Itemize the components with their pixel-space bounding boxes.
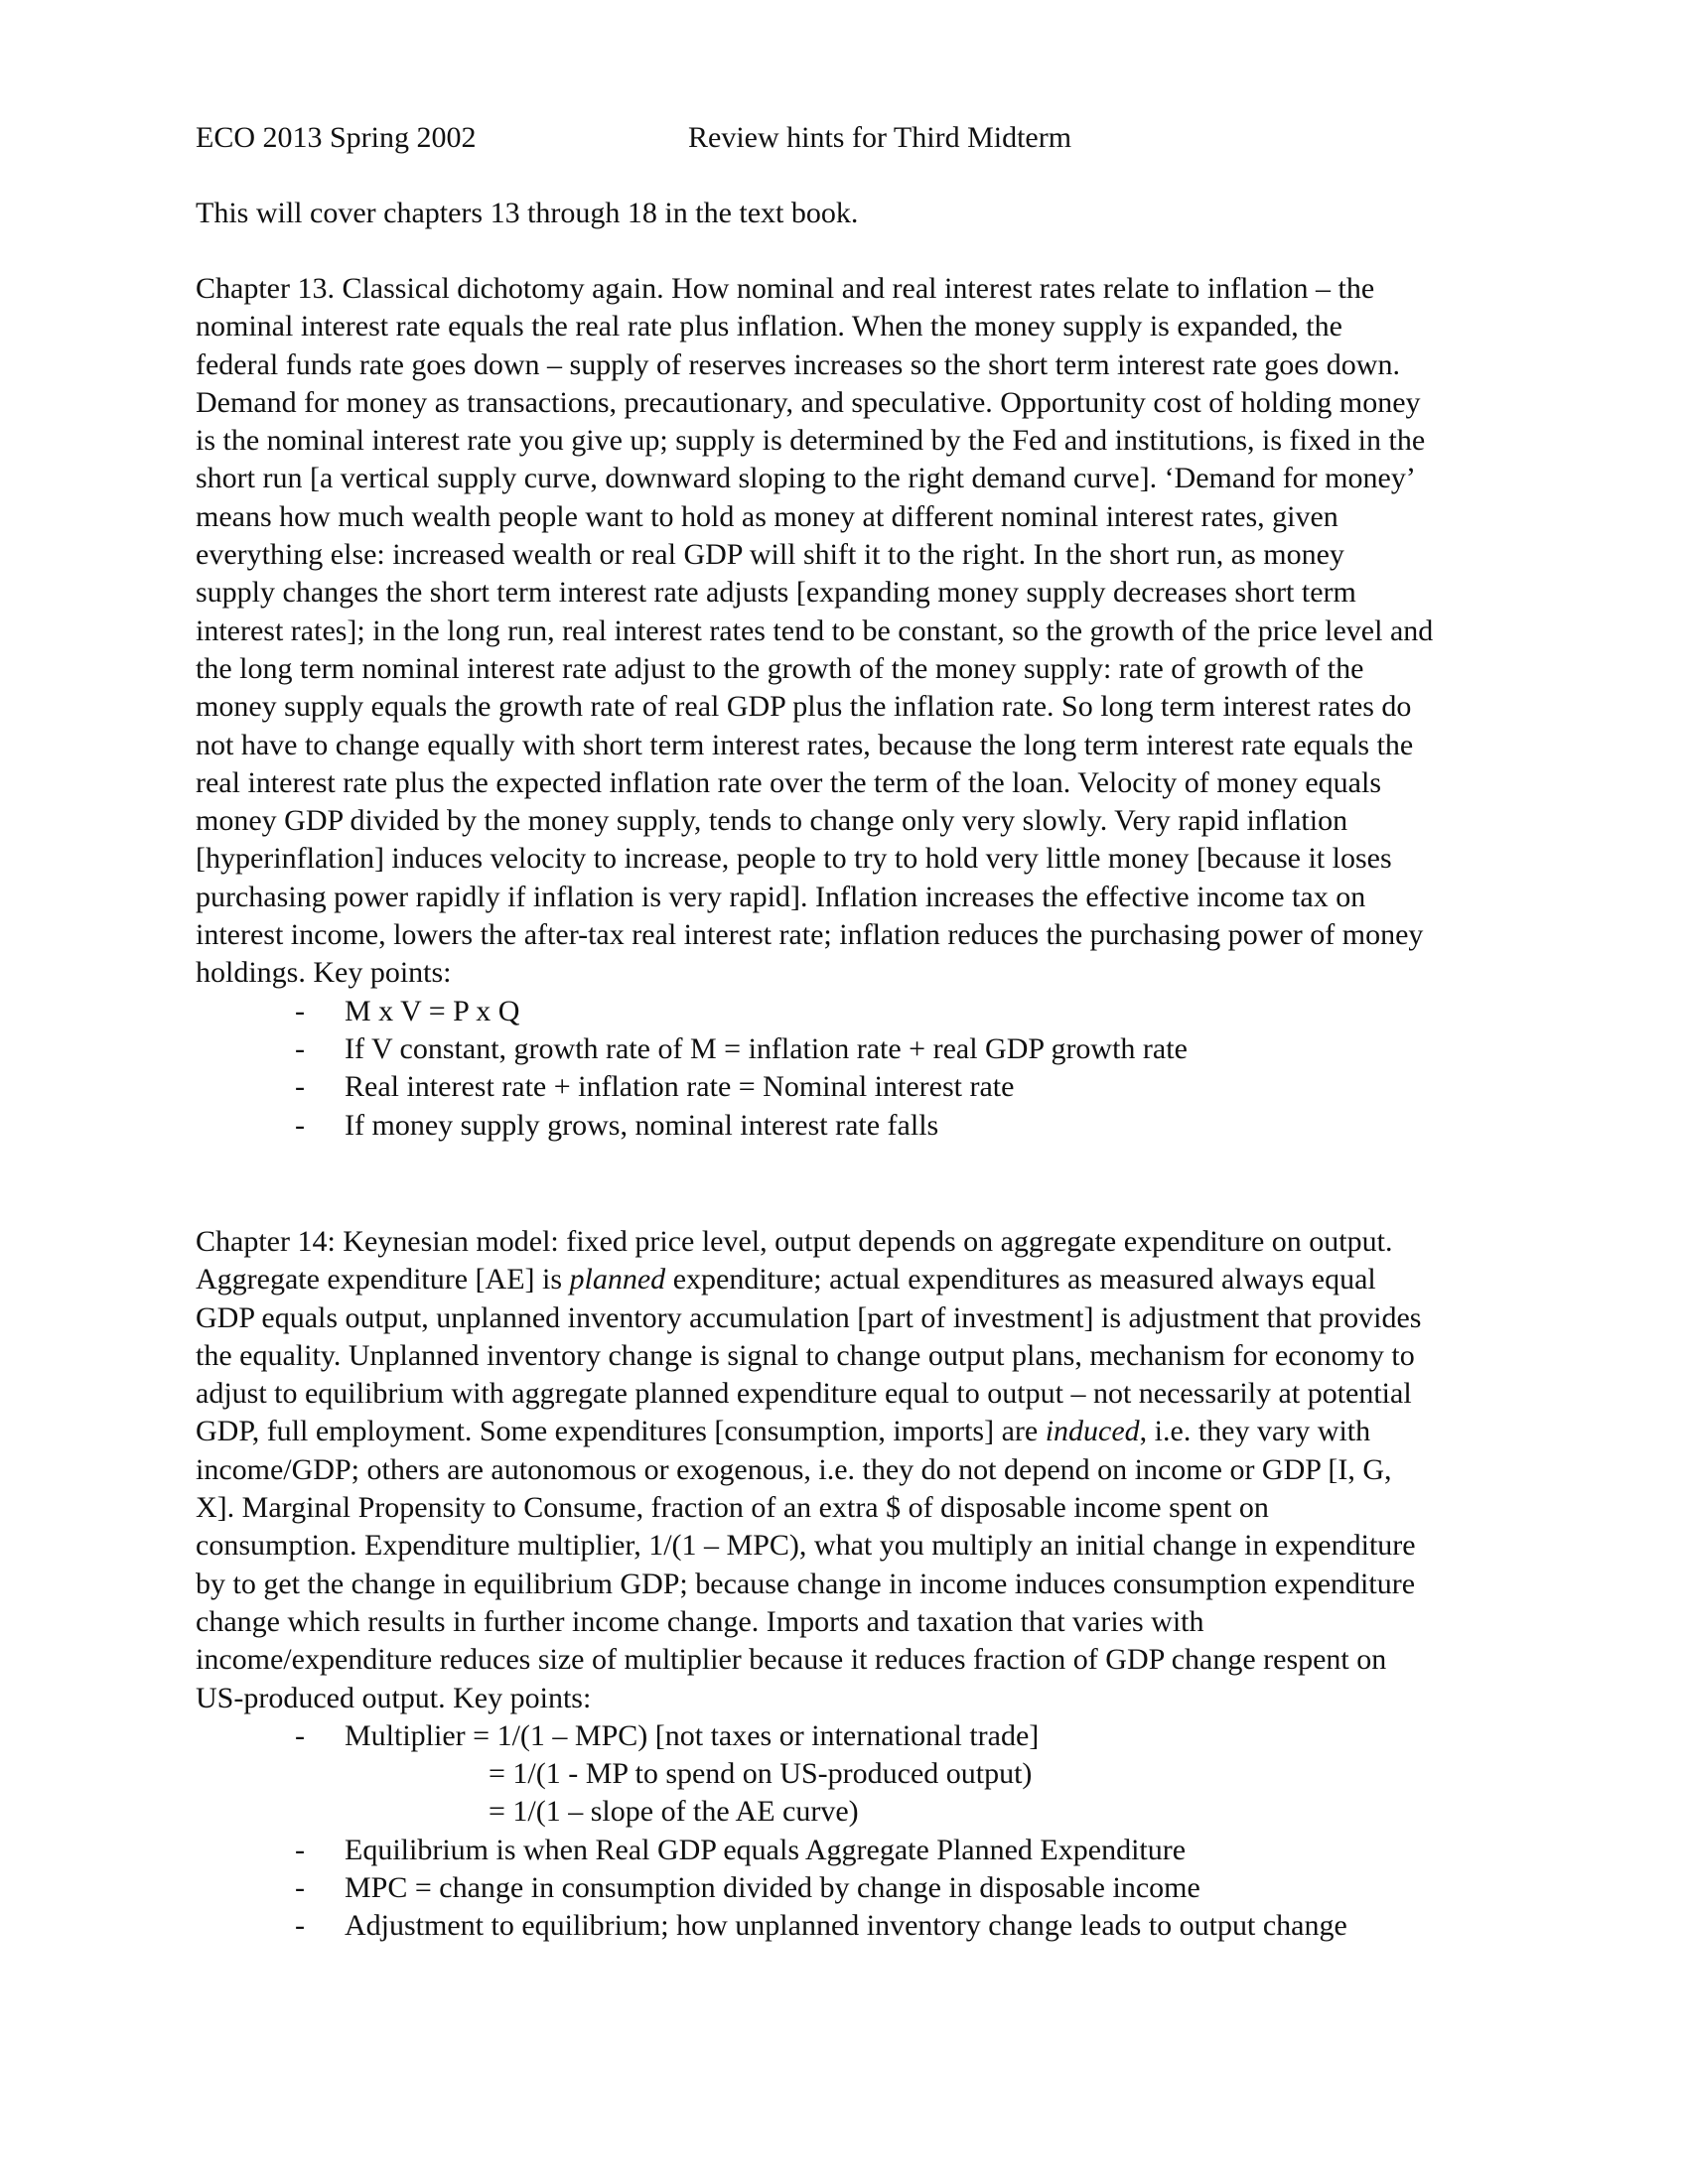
bullet-dash: - [295,994,305,1027]
paragraph-line: not have to change equally with short term interest rates, because the long term interest rate equals the [196,728,1414,761]
key-point-item [196,1907,1566,1945]
key-point-text: Equilibrium is when Real GDP equals Aggregate Planned Expenditure [345,1833,1187,1866]
document-title: Review hints for Third Midterm [688,121,1072,154]
key-point-continuation [196,1755,1566,1793]
paragraph-line: nominal interest rate equals the real rate plus inflation. When the money supply is expanded, the [196,310,1342,343]
paragraph-line: money GDP divided by the money supply, tends to change only very slowly. Very rapid inflation [196,804,1348,838]
bullet-dash: - [295,1909,305,1943]
paragraph-line: income/GDP; others are autonomous or exogenous, i.e. they do not depend on income or GDP [I, G, [196,1452,1392,1486]
paragraph-line [196,1413,1566,1450]
paragraph-line: US-produced output. Key points: [196,1681,592,1714]
paragraph-line: supply changes the short term interest rate adjusts [expanding money supply decreases short term [196,576,1356,610]
chapter-14-section [196,1223,1566,1946]
emphasis-planned: planned [569,1263,666,1297]
coverage-statement: This will cover chapters 13 through 18 in the text book. [196,197,859,229]
key-point-item [196,1717,1566,1755]
bullet-dash: - [295,1108,305,1142]
key-point-continuation [196,1793,1566,1831]
key-point-text: Multiplier = 1/(1 – MPC) [not taxes or international trade] [345,1718,1040,1752]
paragraph-line: everything else: increased wealth or real GDP will shift it to the right. In the short run, as money [196,538,1344,572]
emphasis-induced: induced [1045,1415,1140,1448]
page-header [196,119,1486,159]
bullet-dash: - [295,1718,305,1752]
key-point-item [196,1869,1566,1907]
bullet-dash: - [295,1871,305,1905]
text-run: , i.e. they vary with [1139,1415,1371,1448]
paragraph-line: the long term nominal interest rate adjust to the growth of the money supply: rate of growth of the [196,651,1364,685]
paragraph-line: is the nominal interest rate you give up; supply is determined by the Fed and institutions, is fixed in the [196,424,1426,458]
key-point-text: If V constant, growth rate of M = inflation rate + real GDP growth rate [345,1031,1188,1065]
paragraph-line: real interest rate plus the expected inflation rate over the term of the loan. Velocity of money equals [196,765,1382,799]
paragraph-line: Chapter 13. Classical dichotomy again. How nominal and real interest rates relate to inflation – the [196,272,1375,305]
chapter-13-key-points [196,993,1566,1145]
chapter-14-key-points [196,1717,1566,1946]
paragraph-line: short run [a vertical supply curve, downward sloping to the right demand curve]. ‘Demand for money’ [196,462,1416,495]
paragraph-line: means how much wealth people want to hold as money at different nominal interest rates, given [196,499,1338,533]
course-name: ECO 2013 Spring 2002 [196,121,477,154]
paragraph-line: federal funds rate goes down – supply of reserves increases so the short term interest rate goes down. [196,347,1400,381]
paragraph-line: Chapter 14: Keynesian model: fixed price level, output depends on aggregate expenditure on output. [196,1225,1393,1258]
paragraph-line: X]. Marginal Propensity to Consume, fraction of an extra $ of disposable income spent on [196,1491,1269,1525]
key-point-text: If money supply grows, nominal interest rate falls [345,1108,939,1142]
paragraph-line: interest rates]; in the long run, real interest rates tend to be constant, so the growth of the price level and [196,614,1434,647]
text-run: expenditure; actual expenditures as measured always equal [665,1263,1376,1297]
key-point-item [196,1107,1566,1145]
key-point-item [196,1030,1566,1068]
key-point-text: Real interest rate + inflation rate = Nominal interest rate [345,1070,1015,1104]
paragraph-line: GDP equals output, unplanned inventory accumulation [part of investment] is adjustment that provides [196,1300,1422,1334]
paragraph-line: income/expenditure reduces size of multiplier because it reduces fraction of GDP change respent on [196,1643,1387,1677]
key-point-text: M x V = P x Q [345,994,520,1027]
text-run: Aggregate expenditure [AE] is [196,1263,570,1297]
paragraph-line: purchasing power rapidly if inflation is very rapid]. Inflation increases the effective income tax on [196,880,1366,913]
key-point-text: = 1/(1 - MP to spend on US-produced output) [489,1757,1033,1791]
paragraph-line: the equality. Unplanned inventory change is signal to change output plans, mechanism for economy to [196,1338,1415,1372]
key-point-text: MPC = change in consumption divided by change in disposable income [345,1871,1200,1905]
paragraph-line: adjust to equilibrium with aggregate planned expenditure equal to output – not necessarily at potential [196,1377,1412,1411]
paragraph-line: [hyperinflation] induces velocity to increase, people to try to hold very little money [because it loses [196,842,1392,876]
chapter-13-section [196,270,1566,1145]
paragraph-line: by to get the change in equilibrium GDP; because change in income induces consumption expenditure [196,1567,1416,1600]
text-run: GDP, full employment. Some expenditures [consumption, imports] are [196,1415,1046,1448]
paragraph-line: money supply equals the growth rate of real GDP plus the inflation rate. So long term interest rates do [196,690,1412,724]
bullet-dash: - [295,1833,305,1866]
paragraph-line: interest income, lowers the after-tax real interest rate; inflation reduces the purchasing power of money [196,918,1424,952]
key-point-item [196,1832,1566,1869]
key-point-text: = 1/(1 – slope of the AE curve) [489,1795,859,1829]
paragraph-line: holdings. Key points: [196,956,452,990]
paragraph-line: Demand for money as transactions, precautionary, and speculative. Opportunity cost of holding money [196,385,1421,419]
paragraph-line: change which results in further income change. Imports and taxation that varies with [196,1604,1204,1638]
paragraph-line [196,1261,1566,1298]
key-point-item [196,993,1566,1030]
key-point-item [196,1068,1566,1106]
bullet-dash: - [295,1031,305,1065]
paragraph-line: consumption. Expenditure multiplier, 1/(1 – MPC), what you multiply an initial change in expenditure [196,1529,1416,1563]
key-point-text: Adjustment to equilibrium; how unplanned inventory change leads to output change [345,1909,1347,1943]
bullet-dash: - [295,1070,305,1104]
